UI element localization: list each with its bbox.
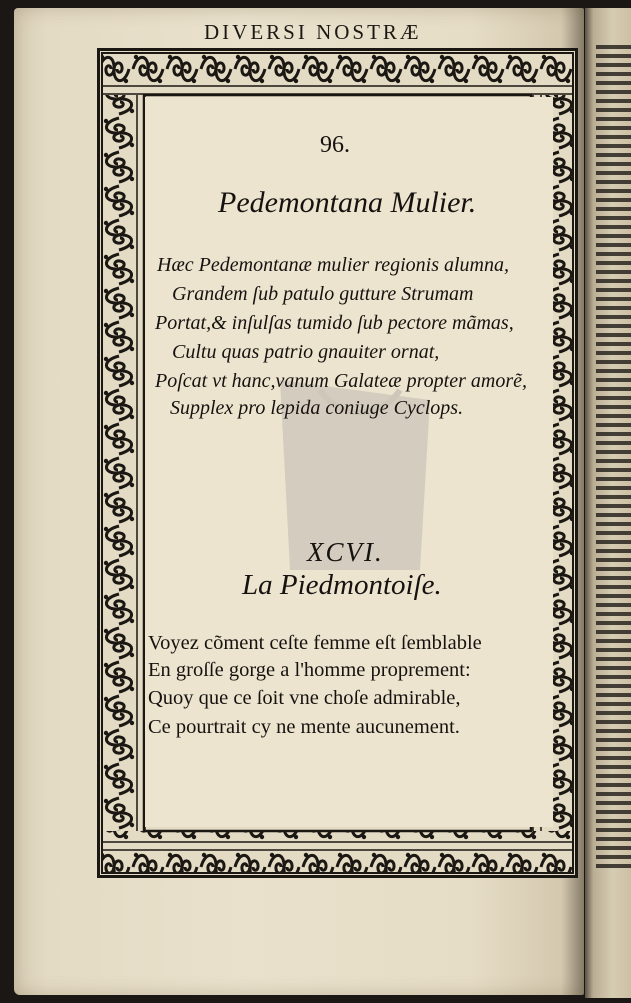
french-verse-2: En groſſe gorge a l'homme proprement: [148, 659, 471, 681]
french-verse-1: Voyez cõment ceſte femme eſt ſemblable [148, 632, 482, 654]
page-number: 96. [320, 132, 350, 158]
plate-numeral: XCVI. [307, 537, 384, 567]
latin-title: Pedemontana Mulier. [218, 186, 477, 219]
latin-verse-4: Cultu quas patrio gnauiter ornat, [172, 341, 440, 363]
facing-page-border [596, 42, 631, 868]
french-title: La Piedmontoiſe. [242, 569, 442, 601]
french-verse-4: Ce pourtrait cy ne mente aucunement. [148, 716, 460, 738]
french-verse-3: Quoy que ce ſoit vne choſe admirable, [148, 687, 461, 709]
running-head: DIVERSI NOSTRÆ [204, 20, 422, 44]
latin-verse-2: Grandem ſub patulo gutture Strumam [172, 283, 474, 305]
latin-verse-5: Poſcat vt hanc,vanum Galateæ propter amorẽ, [155, 370, 527, 392]
latin-verse-3: Portat,& inſulſas tumido ſub pectore mãmas, [155, 312, 514, 334]
latin-verse-1: Hæc Pedemontanæ mulier regionis alumna, [157, 254, 510, 276]
latin-verse-6: Supplex pro lepida coniuge Cyclops. [170, 397, 464, 419]
